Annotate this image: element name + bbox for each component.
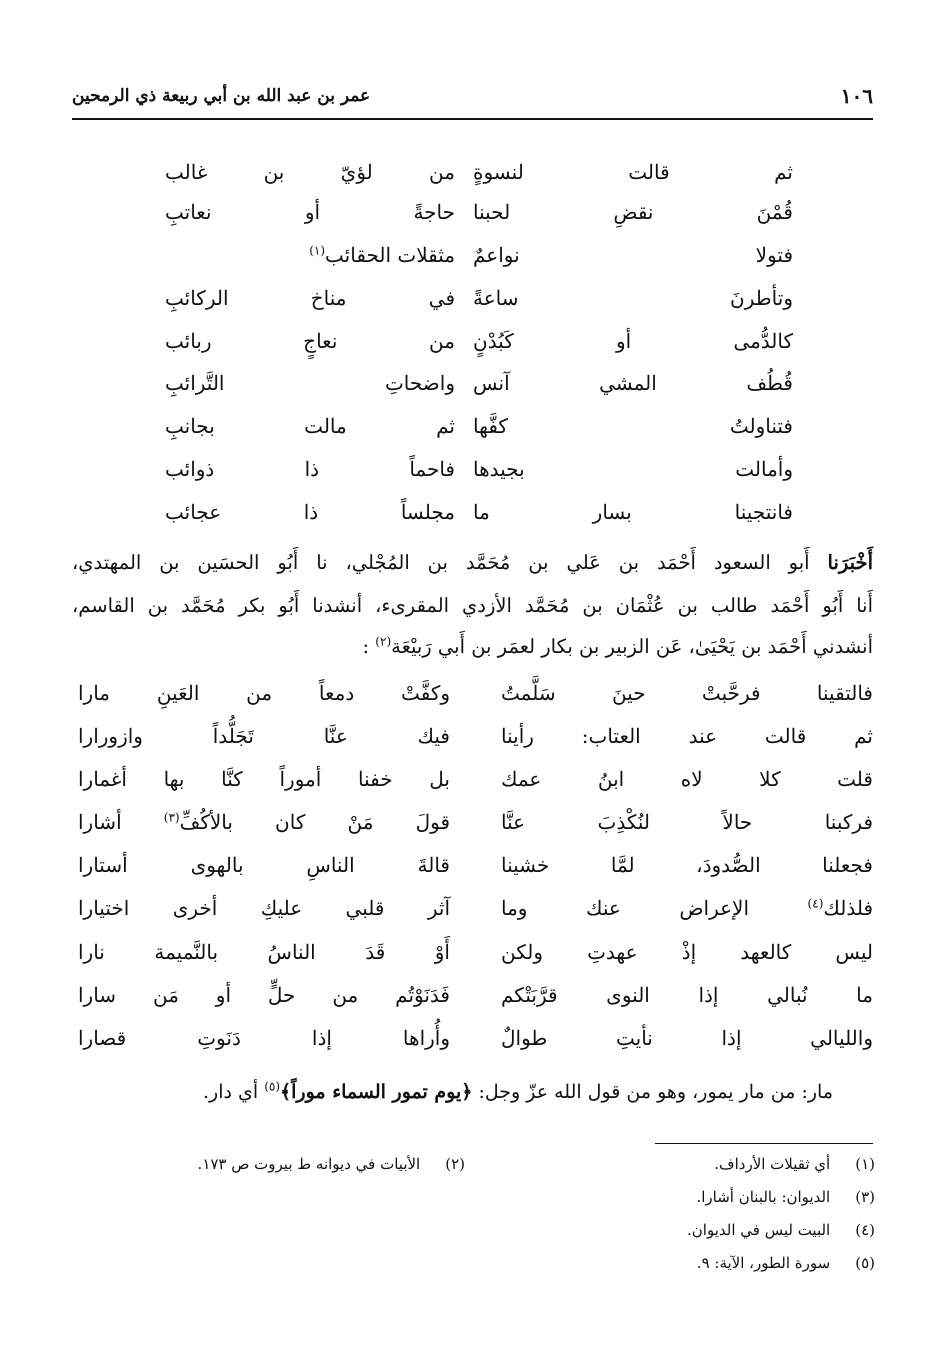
verse-6-first-hemistich: قُطُف المشي آنس (473, 371, 793, 395)
poem2-verse-7-second-hemistich: أَوْ قَدَ الناسُ بالنَّميمة نارا (78, 940, 450, 964)
running-title: عمر بن عبد الله بن أبي ربيعة ذي الرمحين (72, 86, 371, 106)
verse-8-second-hemistich: فاحماً ذا ذوائب (165, 457, 455, 481)
verse-7-first-hemistich: فتناولتُ كفَّها (473, 414, 793, 438)
verse-5-second-hemistich: من نعاجٍ ربائب (165, 329, 455, 353)
verse-8-first-hemistich: وأمالت بجيدها (473, 457, 793, 481)
footnote-ref-2: (٢) (375, 634, 392, 649)
footnote-separator (655, 1143, 873, 1144)
verse-2-first-hemistich: قُمْنَ نقضِ لحبنا (473, 200, 793, 224)
poem2-verse-3-first-hemistich: قلت كلا لاه ابنُ عمك (501, 767, 873, 791)
poem2-verse-8-first-hemistich: ما نُبالي إذا النوى قرَّبَتْكم (501, 983, 873, 1007)
footnote-ref-1: (١) (309, 243, 326, 258)
poem2-verse-9-first-hemistich: والليالي إذا نأيتِ طوالٌ (501, 1026, 873, 1050)
verse-4-first-hemistich: وتأطرنَ ساعةً (473, 286, 793, 310)
footnote-2: (٢) الأبيات في ديوانه ط بيروت ص ١٧٣. (197, 1155, 465, 1173)
verse-9-first-hemistich: فانتجينا بسار ما (473, 500, 793, 524)
poem2-verse-5-first-hemistich: فجعلنا الصُّدودَ، لمَّا خشينا (501, 853, 873, 877)
footnote-ref-5: (٥) (264, 1079, 281, 1094)
isnad-line-1: أَخْبَرَنا أَبو السعود أَحْمَد بن عَلي بن مُحَمَّد بن المُجْلي، نا أَبُو الحسَين بن المهتدي، (72, 551, 873, 574)
page-header (72, 84, 873, 120)
verse-2-second-hemistich: حاجةً أو نعاتبِ (165, 200, 455, 224)
verse-3-second-hemistich: مثقلات الحقائب$^{(١)}$ (309, 243, 455, 267)
verse-3-first-hemistich: فتولا نواعمٌ (473, 243, 793, 267)
verse-9-second-hemistich: مجلساً ذا عجائب (165, 500, 455, 524)
poem2-verse-1-second-hemistich: وكفَّتْ دمعاً من العَينِ مارا (78, 681, 450, 705)
verse-1-first-hemistich: ثم قالت لنسوةٍ (473, 160, 793, 184)
poem2-verse-2-first-hemistich: ثم قالت عند العتاب: رأينا (501, 724, 873, 748)
verse-5-first-hemistich: كالدُّمى أو كَبُدْنٍ (473, 329, 793, 353)
verse-6-second-hemistich: واضحاتِ التَّرائبِ (165, 371, 455, 395)
poem2-verse-6-first-hemistich: فلذلك$^{(٤)}$ الإعراض عنك وما (501, 896, 874, 920)
verse-7-second-hemistich: ثم مالت بجانبِ (165, 414, 455, 438)
footnote-ref-3: (٣) (163, 810, 180, 825)
verse-4-second-hemistich: في مناخ الركائبِ (165, 286, 455, 310)
poem2-verse-9-second-hemistich: وأُراها إذا دَنَوتِ قصارا (78, 1026, 450, 1050)
poem2-verse-2-second-hemistich: فيك عنَّا تَجَلُّداً وازورارا (78, 724, 450, 748)
footnote-3: (٣) الديوان: بالبنان أشارا. (696, 1188, 875, 1206)
footnote-4: (٤) البيت ليس في الديوان. (687, 1221, 875, 1239)
akhbarana-keyword: أَخْبَرَنا (827, 551, 873, 574)
footnote-1: (١) أي ثقيلات الأرداف. (714, 1155, 875, 1173)
poem2-verse-1-first-hemistich: فالتقينا فرحَّبتْ حينَ سَلَّمتُ (501, 681, 873, 705)
page-number: ١٠٦ (840, 84, 873, 108)
footnote-ref-4: (٤) (807, 896, 824, 911)
footnote-5: (٥) سورة الطور، الآية: ٩. (696, 1254, 875, 1272)
isnad-line-2: أَنا أَبُو أَحْمَد طالب بن عُثْمَان بن مُحَمَّد الأزدي المقرىء، أنشدنا أَبُو بكر مُحَمَّد بن القاسم، (72, 594, 873, 617)
poem2-verse-4-second-hemistich: قولَ مَنْ كان بالأكُفِّ$^{(٣)}$ أشارا (78, 810, 451, 834)
poem2-verse-7-first-hemistich: ليس كالعهد إذْ عهدتِ ولكن (501, 940, 873, 964)
quran-quote: ﴿يوم تمور السماء موراً﴾ (280, 1081, 473, 1103)
poem2-verse-5-second-hemistich: قالةَ الناسِ بالهوى أستارا (78, 853, 450, 877)
poem2-verse-6-second-hemistich: آثر قلبي عليكِ أخرى اختيارا (78, 896, 450, 920)
gloss-line: مار: من مار يمور، وهو من قول الله عزّ وجل: ﴿يوم تمور السماء موراً﴾$^{(٥)}$ أي دار. (202, 1079, 833, 1103)
poem2-verse-3-second-hemistich: بل خفنا أموراً كنَّا بها أغمارا (78, 767, 450, 791)
isnad-line-3: أنشدني أَحْمَد بن يَحْيَىٰ، عَن الزبير بن بكار لعمَر بن أَبي رَبيْعَة$^{(٢)}$ : (362, 634, 873, 658)
poem2-verse-4-first-hemistich: فركبنا حالاً لنُكْذِبَ عنَّا (501, 810, 873, 834)
verse-1-second-hemistich: من لؤيّ بن غالب (165, 160, 455, 184)
poem2-verse-8-second-hemistich: فَدَنَوْتُم من حلٍّ أو مَن سارا (78, 983, 450, 1007)
